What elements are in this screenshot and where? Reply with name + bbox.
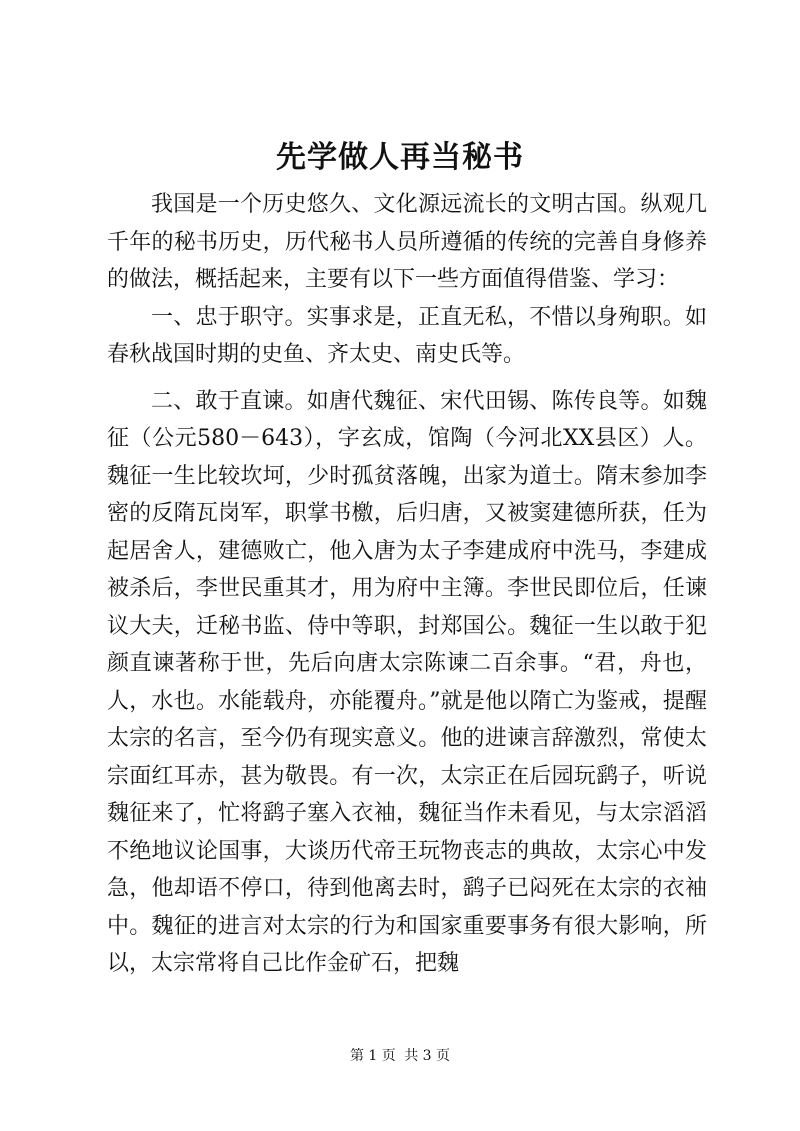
page-total: 共 3 页	[404, 1048, 451, 1064]
paragraph-remonstrance: 二、敢于直谏。如唐代魏征、宋代田锡、陈传良等。如魏征（公元580－643），字玄成，馆陶（今河北XX县区）人。魏征一生比较坎坷，少时孤贫落魄，出家为道士。隋末参加李密的反隋瓦岗军，职掌书檄，后归唐，又被窦建德所获，任为起居舍人，建德败亡，他入唐为太子李建成府中洗马，李建成被杀后，李世民重其才，用为府中主簿。李世民即位后，任谏议大夫，迁秘书监、侍中等职，封郑国公。魏征一生以敢于犯颜直谏著称于世，先后向唐太宗陈谏二百余事。“君，舟也，人，水也。水能载舟，亦能覆舟。”就是他以隋亡为鉴戒，提醒太宗的名言，至今仍有现实意义。他的进谏言辞激烈，常使太宗面红耳赤，甚为敬畏。有一次，太宗正在后园玩鹞子，听说魏征来了，忙将鹞子塞入衣袖，魏征当作未看见，与太宗滔滔不绝地议论国事，大谈历代帝王玩物丧志的典故，太宗心中发急，他却语不停口，待到他离去时，鹞子已闷死在太宗的衣袖中。魏征的进言对太宗的行为和国家重要事务有很大影响，所以，太宗常将自己比作金矿石，把魏	[107, 388, 707, 976]
paragraph-loyalty: 一、忠于职守。实事求是，正直无私，不惜以身殉职。如春秋战国时期的史鱼、齐太史、南史氏等。	[107, 304, 707, 367]
page-number: 第 1 页	[349, 1048, 396, 1064]
document-body	[107, 186, 707, 983]
document-title: 先学做人再当秘书	[276, 140, 524, 175]
paragraph-intro: 我国是一个历史悠久、文化源远流长的文明古国。纵观几千年的秘书历史，历代秘书人员所遵循的传统的完善自身修养的做法，概括起来，主要有以下一些方面值得借鉴、学习：	[107, 192, 707, 292]
page-footer	[0, 1046, 800, 1066]
